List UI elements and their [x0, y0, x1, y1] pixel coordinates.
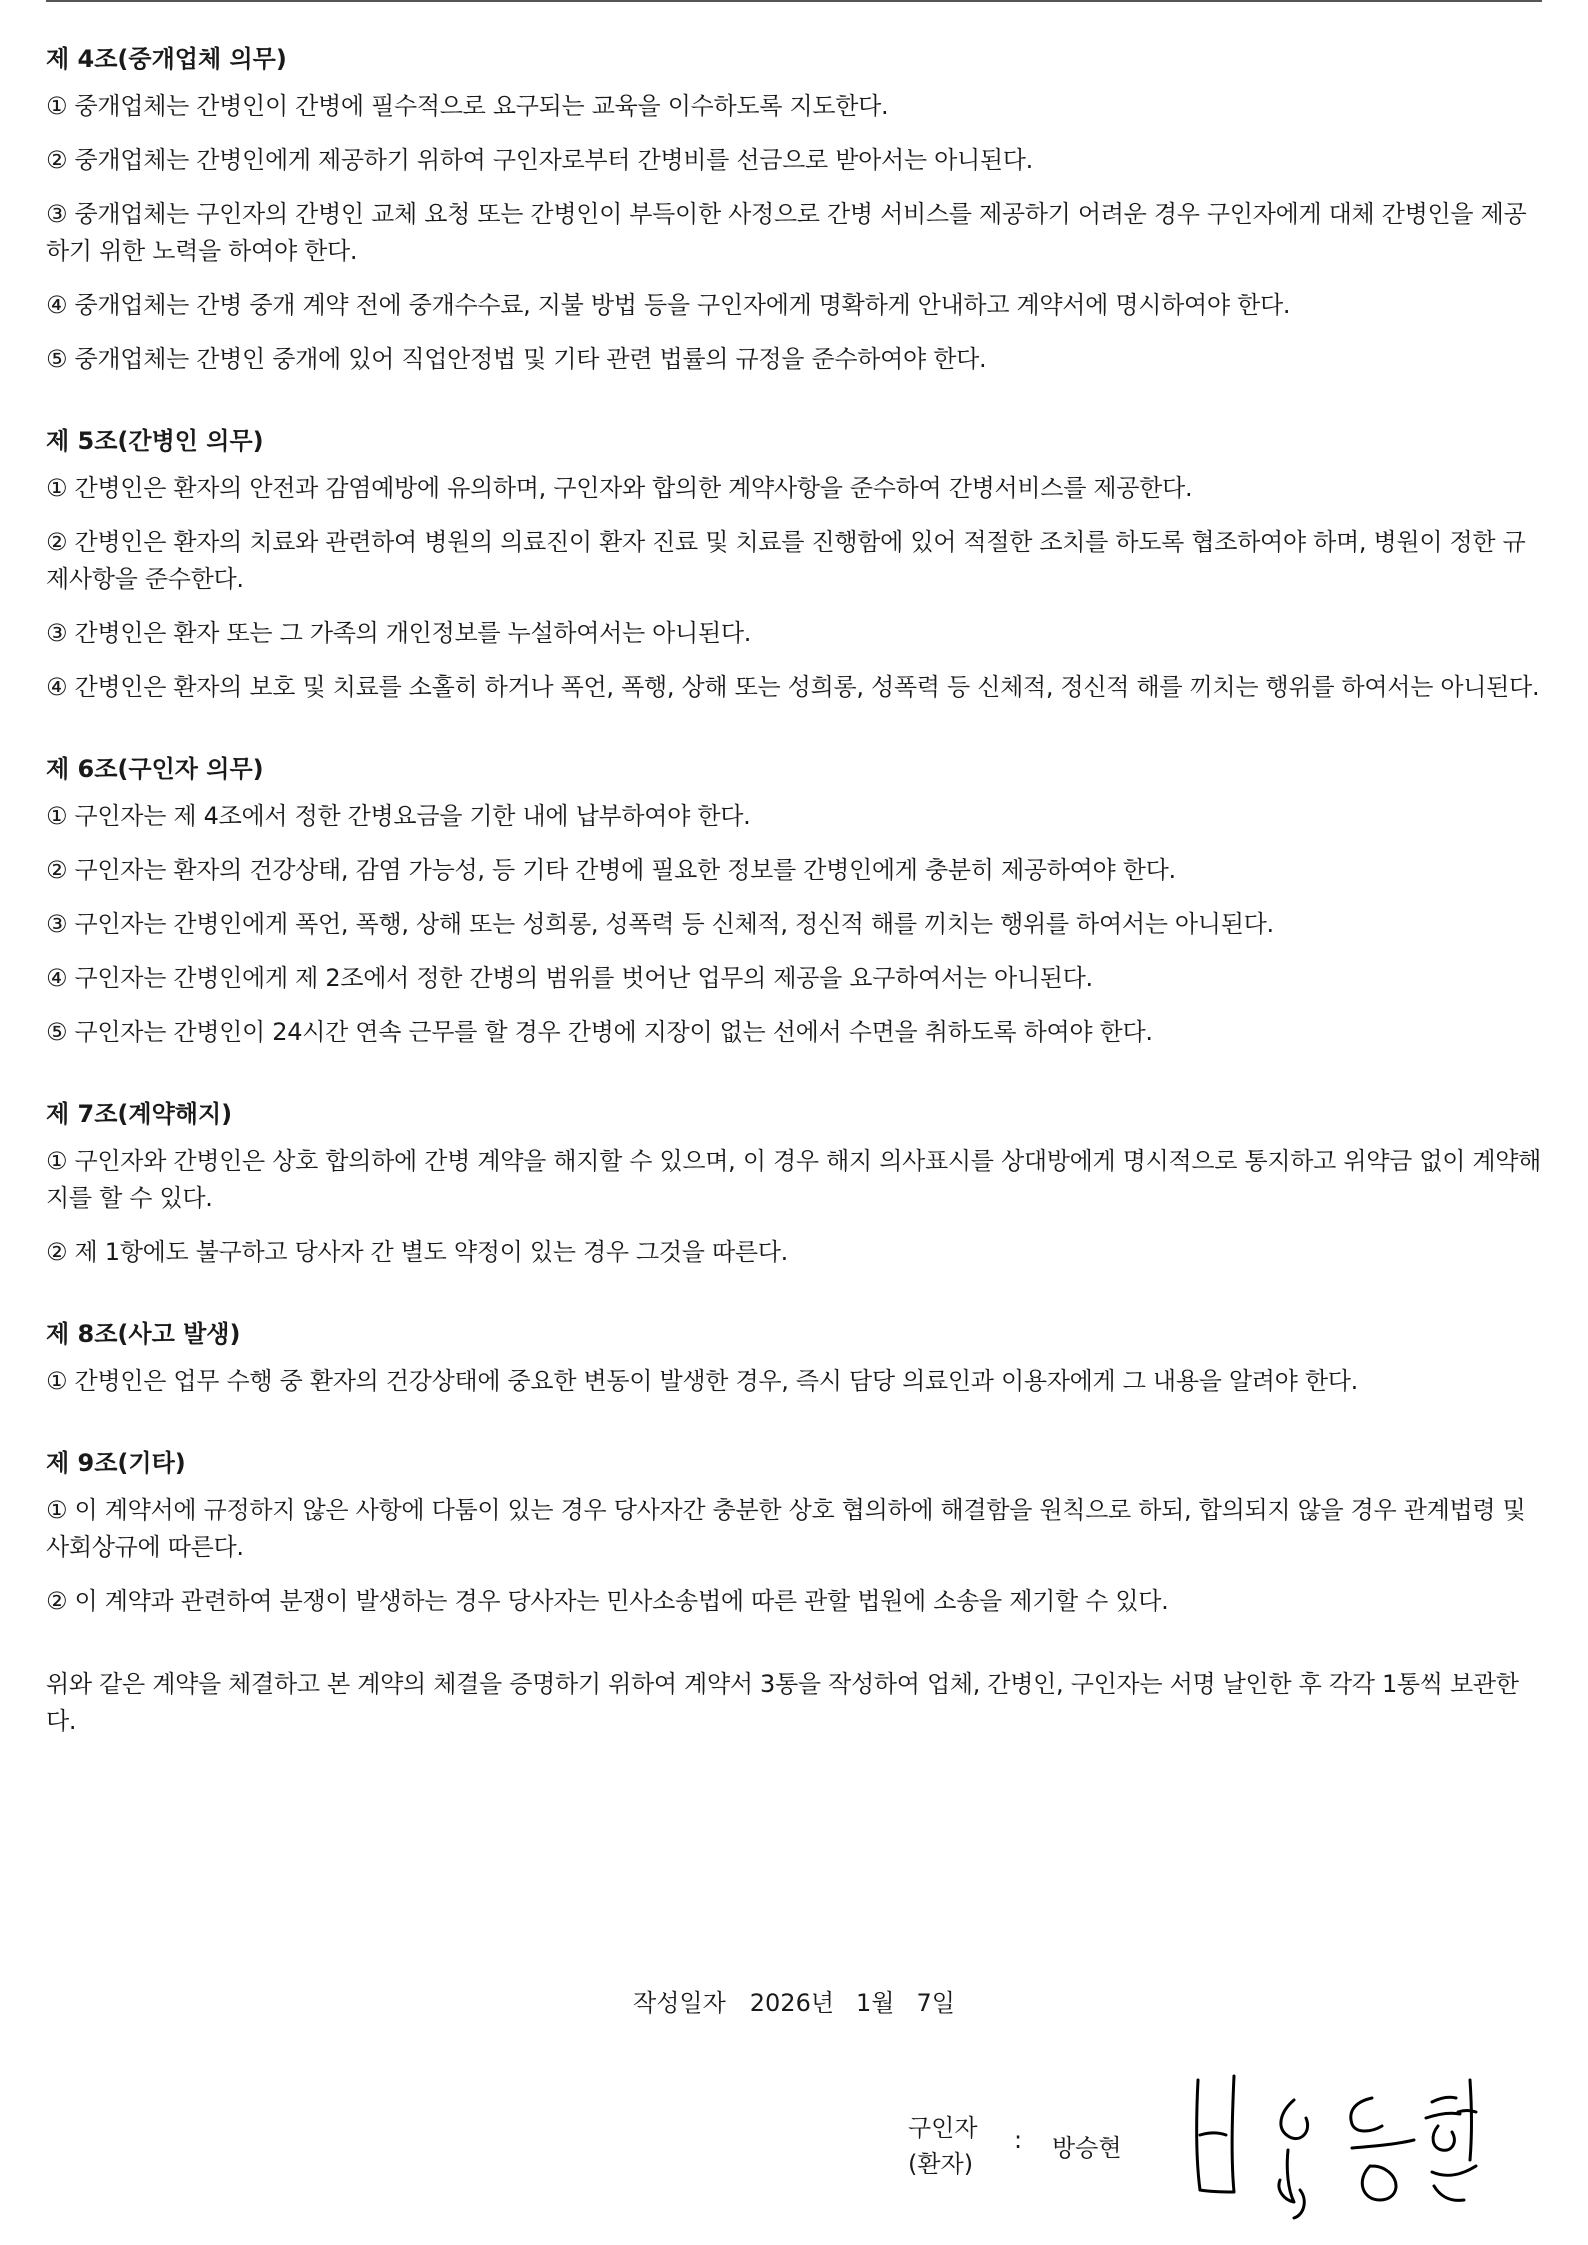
clause: ② 이 계약과 관련하여 분쟁이 발생하는 경우 당사자는 민사소송법에 따른 관할 법원에 소송을 제기할 수 있다.: [46, 1587, 1169, 1615]
clause: ④ 구인자는 간병인에게 제 2조에서 정한 간병의 범위를 벗어난 업무의 제공을 요구하여서는 아니된다.: [46, 964, 1093, 992]
clause: ② 중개업체는 간병인에게 제공하기 위하여 구인자로부터 간병비를 선금으로 받아서는 아니된다.: [46, 146, 1033, 174]
article-title: 제 4조(중개업체 의무): [46, 45, 287, 73]
contract-body: [46, 42, 1542, 1740]
article-6: [46, 752, 1542, 1051]
article-title: 제 8조(사고 발생): [46, 1320, 241, 1348]
article-9: [46, 1446, 1542, 1620]
article-title: 제 6조(구인자 의무): [46, 755, 264, 783]
closing-statement: 위와 같은 계약을 체결하고 본 계약의 체결을 증명하기 위하여 계약서 3통을 작성하여 업체, 간병인, 구인자는 서명 날인한 후 각각 1통씩 보관한다.: [46, 1670, 1519, 1735]
signer-name: 방승현: [1052, 2134, 1122, 2162]
signature-block: [908, 2110, 1548, 2240]
signer-colon: :: [1014, 2126, 1023, 2154]
clause: ① 구인자와 간병인은 상호 합의하에 간병 계약을 해지할 수 있으며, 이 경우 해지 의사표시를 상대방에게 명시적으로 통지하고 위약금 없이 계약해지를 할 수 있다.: [46, 1147, 1542, 1212]
clause: ① 간병인은 업무 수행 중 환자의 건강상태에 중요한 변동이 발생한 경우, 즉시 담당 의료인과 이용자에게 그 내용을 알려야 한다.: [46, 1367, 1358, 1395]
signer-role-title: 구인자: [908, 2114, 978, 2142]
signer-role-subtitle: (환자): [908, 2150, 974, 2178]
date-month: 1월: [856, 1989, 895, 2017]
clause: ① 간병인은 환자의 안전과 감염예방에 유의하며, 구인자와 합의한 계약사항을 준수하여 간병서비스를 제공한다.: [46, 474, 1193, 502]
article-title: 제 5조(간병인 의무): [46, 427, 264, 455]
signer-role: [908, 2110, 978, 2182]
clause: ② 제 1항에도 불구하고 당사자 간 별도 약정이 있는 경우 그것을 따른다.: [46, 1238, 788, 1266]
clause: ④ 중개업체는 간병 중개 계약 전에 중개수수료, 지불 방법 등을 구인자에게 명확하게 안내하고 계약서에 명시하여야 한다.: [46, 291, 1291, 319]
article-5: [46, 424, 1542, 706]
date-year: 2026년: [749, 1989, 835, 2017]
handwritten-signature: [1176, 2040, 1516, 2240]
article-4: [46, 42, 1542, 378]
top-divider: [46, 0, 1542, 2]
article-7: [46, 1097, 1542, 1271]
article-8: [46, 1317, 1542, 1400]
clause: ⑤ 구인자는 간병인이 24시간 연속 근무를 할 경우 간병에 지장이 없는 선에서 수면을 취하도록 하여야 한다.: [46, 1018, 1153, 1046]
clause: ① 중개업체는 간병인이 간병에 필수적으로 요구되는 교육을 이수하도록 지도한다.: [46, 92, 889, 120]
clause: ① 구인자는 제 4조에서 정한 간병요금을 기한 내에 납부하여야 한다.: [46, 802, 751, 830]
date-day: 7일: [916, 1989, 955, 2017]
clause: ② 간병인은 환자의 치료와 관련하여 병원의 의료진이 환자 진료 및 치료를 진행함에 있어 적절한 조치를 하도록 협조하여야 하며, 병원이 정한 규제사항을 준수한다.: [46, 528, 1526, 593]
article-title: 제 7조(계약해지): [46, 1100, 233, 1128]
clause: ④ 간병인은 환자의 보호 및 치료를 소홀히 하거나 폭언, 폭행, 상해 또는 성희롱, 성폭력 등 신체적, 정신적 해를 끼치는 행위를 하여서는 아니된다.: [46, 673, 1540, 701]
clause: ② 구인자는 환자의 건강상태, 감염 가능성, 등 기타 간병에 필요한 정보를 간병인에게 충분히 제공하여야 한다.: [46, 856, 1176, 884]
clause: ③ 간병인은 환자 또는 그 가족의 개인정보를 누설하여서는 아니된다.: [46, 619, 752, 647]
clause: ① 이 계약서에 규정하지 않은 사항에 다툼이 있는 경우 당사자간 충분한 상호 협의하에 해결함을 원칙으로 하되, 합의되지 않을 경우 관계법령 및 사회상규에 따른다.: [46, 1496, 1526, 1561]
date-label: 작성일자: [633, 1989, 726, 2017]
clause: ③ 구인자는 간병인에게 폭언, 폭행, 상해 또는 성희롱, 성폭력 등 신체적, 정신적 해를 끼치는 행위를 하여서는 아니된다.: [46, 910, 1274, 938]
article-title: 제 9조(기타): [46, 1449, 186, 1477]
clause: ③ 중개업체는 구인자의 간병인 교체 요청 또는 간병인이 부득이한 사정으로 간병 서비스를 제공하기 어려운 경우 구인자에게 대체 간병인을 제공하기 위한 노력을 하여야 한다.: [46, 200, 1527, 265]
clause: ⑤ 중개업체는 간병인 중개에 있어 직업안정법 및 기타 관련 법률의 규정을 준수하여야 한다.: [46, 345, 987, 373]
date-line: [0, 1986, 1588, 2020]
